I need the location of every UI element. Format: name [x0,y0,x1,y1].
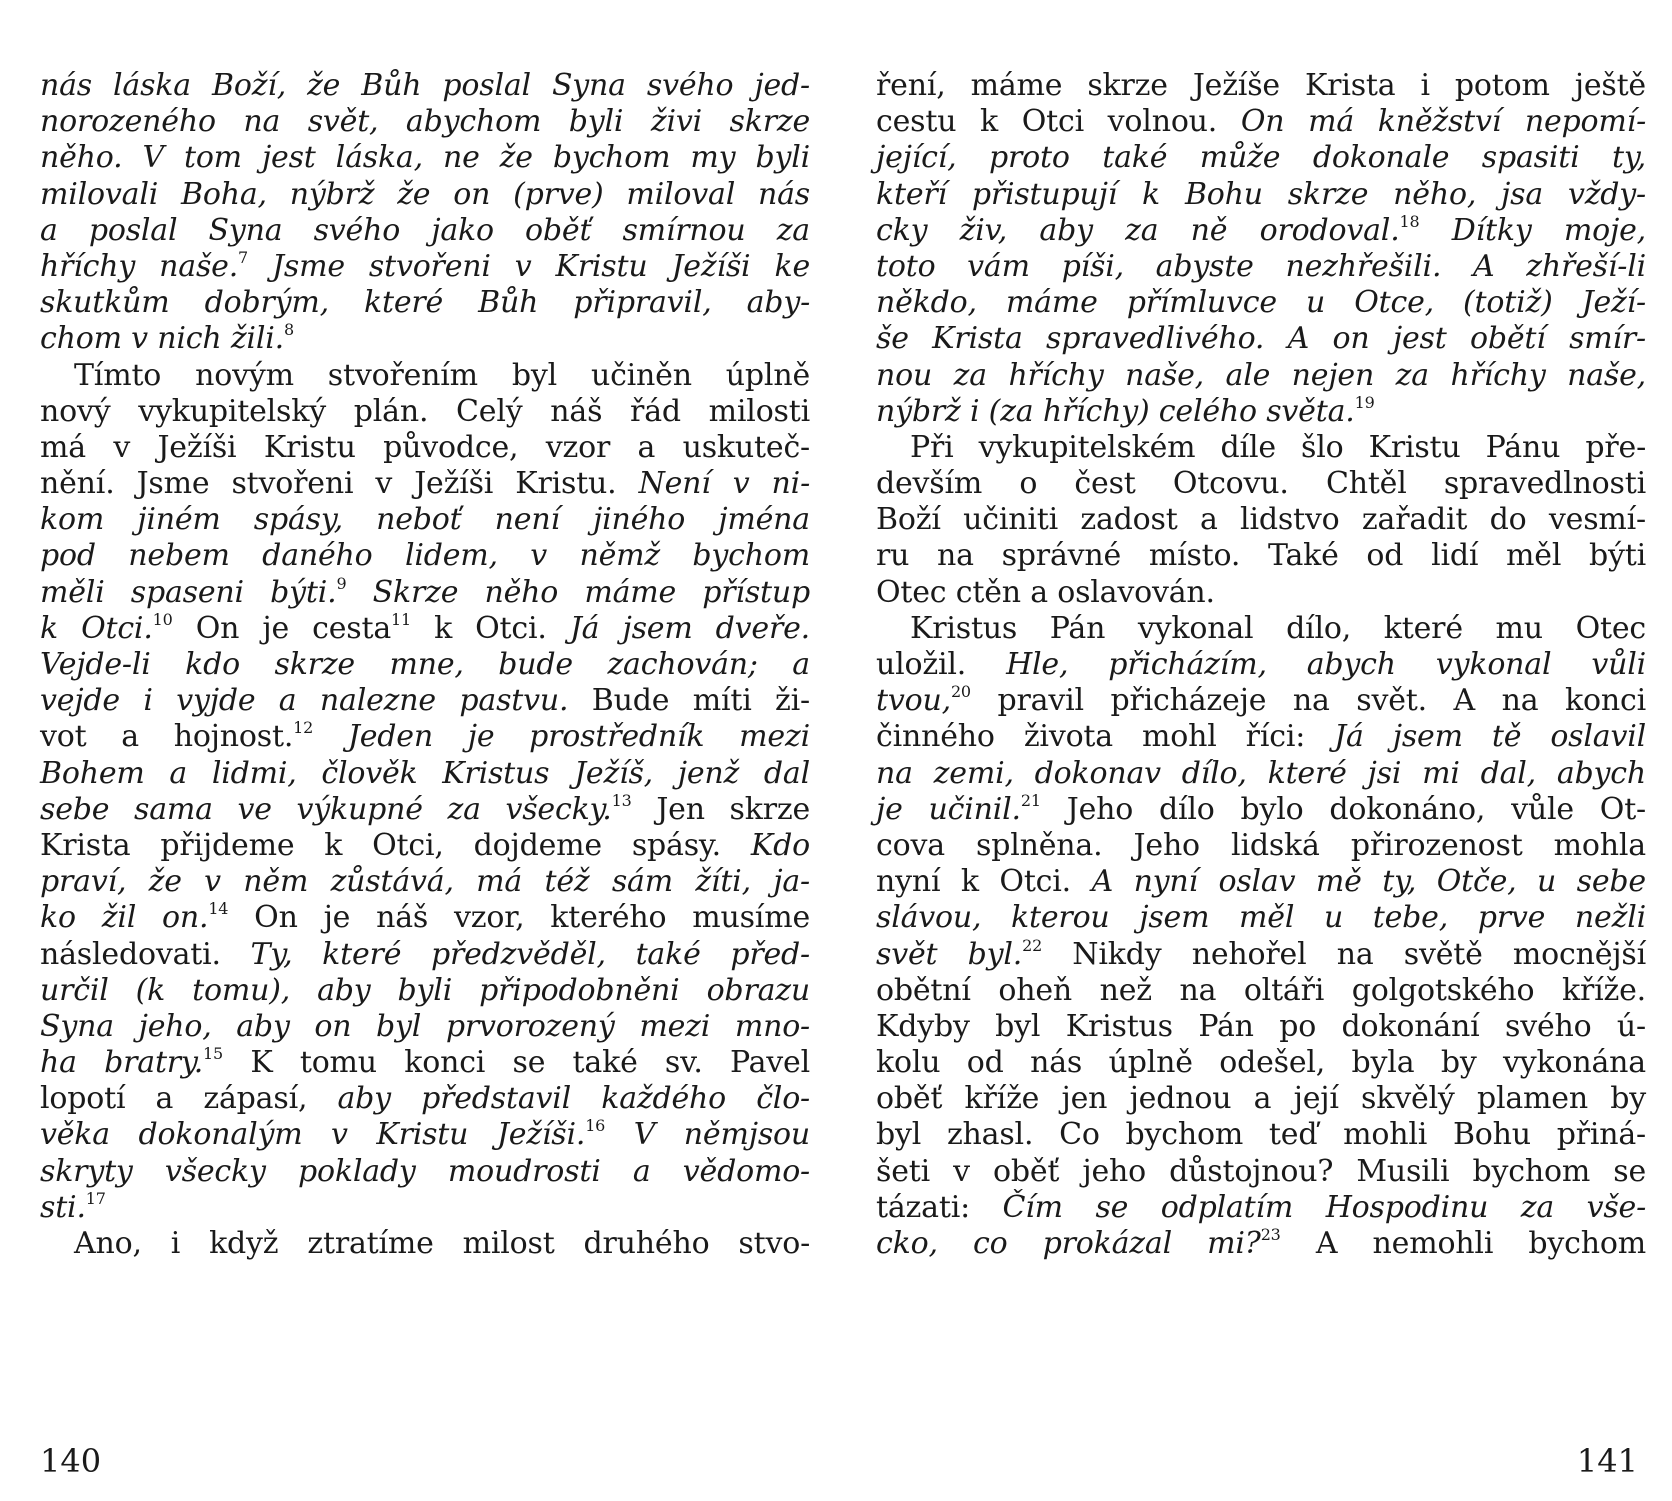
text-line [876,177,1646,213]
text-line [40,647,810,683]
text-line [40,249,810,285]
text-segment: Boží učiniti zadost a lidstvo zařadit do vesmí- [876,502,1646,538]
italic-text: sti. [40,1189,86,1225]
italic-text: slávou, kterou jsem měl u tebe, prve nežli [876,900,1646,936]
text-line [876,1190,1646,1226]
italic-text: cko, co prokázal mi? [876,1226,1261,1261]
text-line [876,864,1646,900]
text-line [876,430,1646,466]
text-line [40,575,810,611]
text-segment: vot a hojnost. [40,719,294,755]
footnote-marker: 21 [1020,790,1041,810]
text-line [876,358,1646,394]
text-line [876,1081,1646,1117]
right-page [876,68,1646,1262]
text-line [876,828,1646,864]
italic-text: ha bratry. [40,1045,204,1081]
italic-text: Já jsem tě oslavil [1334,719,1646,755]
text-segment: lopotí a zápasí, [40,1081,338,1117]
text-segment: Otec ctěn a oslavován. [876,574,1215,610]
italic-text: pod nebem daného lidem, v němž bychom [40,538,810,574]
italic-text: milovali Boha, nýbrž že on (prve) miloval nás [40,176,810,212]
text-line [40,140,810,176]
left-page-text [40,68,810,1262]
text-line [40,394,810,430]
text-line [40,1045,810,1081]
italic-text: Hle, přicházím, abych vykonal vůli [1006,647,1646,682]
text-line [876,1045,1646,1081]
left-page [40,68,810,1262]
text-line [876,321,1646,357]
italic-text: še Krista spravedlivého. A on jest obětí smír- [876,321,1646,357]
text-line [40,1009,810,1045]
text-segment: ření, máme skrze Ježíše Krista i potom ještě [876,68,1646,103]
text-line [40,864,810,900]
italic-text: skutkům dobrým, které Bůh připravil, aby- [40,285,810,321]
text-line [876,575,1646,611]
italic-text: On má kněžství nepomí- [1240,104,1646,140]
text-line [40,285,810,321]
text-segment: Krista přijdeme k Otci, dojdeme spásy. [40,827,751,863]
italic-text: k Otci. [40,610,153,646]
text-line [876,285,1646,321]
italic-text: něho. V tom jest láska, ne že bychom my byli [40,140,810,176]
footnote-marker: 16 [585,1116,606,1136]
text-segment: nový vykupitelský plán. Celý náš řád milosti [40,393,810,429]
text-segment: cestu k Otci volnou. [876,104,1241,140]
text-line [40,538,810,574]
italic-text: toto vám píši, abyste nezhřešili. A zhřeší-li [876,248,1646,284]
text-line [876,683,1646,719]
text-segment: On je cesta [172,610,392,646]
italic-text: Jeden je prostředník mezi [313,719,810,755]
text-line [40,900,810,936]
text-line [40,792,810,828]
text-segment: Tímto novým stvořením byl učiněn úplně [74,357,810,393]
text-line [876,394,1646,430]
italic-text: nýbrž i (za hříchy) celého světa. [876,393,1355,429]
text-segment: Kdyby byl Kristus Pán po dokonání svého ú- [876,1008,1646,1044]
italic-text: skryty všecky poklady moudrosti a vědomo- [40,1153,810,1189]
text-line [876,937,1646,973]
text-line [40,321,810,357]
text-line [40,719,810,755]
footnote-marker: 19 [1354,392,1375,412]
text-segment: činného života mohl říci: [876,719,1335,755]
text-line [40,502,810,538]
text-line [876,213,1646,249]
italic-text: jející, proto také může dokonale spasiti ty, [876,140,1646,176]
text-segment: Ano, i když ztratíme milost druhého stvo- [74,1226,810,1261]
text-segment: Jen skrze [631,791,810,827]
text-line [40,1190,810,1226]
text-segment: byl zhasl. Co bychom teď mohli Bohu přiná- [876,1117,1646,1153]
text-line [876,792,1646,828]
italic-text: Čím se odplatím Hospodinu za vše- [1002,1189,1647,1225]
text-line [40,1226,810,1262]
italic-text: Skrze něho máme přístup [346,574,810,610]
italic-text: Dítky moje, [1419,212,1646,248]
text-segment: cova splněna. Jeho lidská přirozenost mohla [876,827,1646,863]
italic-text: ko žil on. [40,900,209,936]
italic-text: vejde i vyjde a nalezne pastvu. [40,683,569,719]
text-line [40,683,810,719]
footnote-marker: 11 [391,609,411,629]
italic-text: kteří přistupují k Bohu skrze něho, jsa vždy- [876,176,1646,212]
text-line [876,1009,1646,1045]
text-line [876,647,1646,683]
italic-text: norozeného na svět, abychom byli živi skrze [40,104,810,140]
italic-text: a poslal Syna svého jako oběť smírnou za [40,212,810,248]
footnote-marker: 12 [293,718,314,738]
text-line [40,973,810,1009]
text-segment: nění. Jsme stvořeni v Ježíši Kristu. [40,466,639,502]
text-segment: uložil. [876,647,1007,682]
text-segment: On je náš vzor, kterého musíme [228,900,810,936]
text-segment: pravil přicházeje na svět. A na konci [970,683,1646,719]
italic-text: svět byl. [876,936,1023,972]
text-line [40,104,810,140]
italic-text: věka dokonalým v Kristu Ježíši. [40,1117,586,1153]
text-line [40,1081,810,1117]
italic-text: sebe sama ve výkupné za všecky. [40,791,612,827]
page-number-left: 140 [40,1442,102,1480]
text-line [40,68,810,104]
text-line [876,1154,1646,1190]
text-line [876,900,1646,936]
italic-text: aby představil každého člo- [337,1081,810,1117]
text-segment: šeti v oběť jeho důstojnou? Musili bychom se [876,1153,1646,1189]
footnote-marker: 7 [238,247,249,267]
italic-text: na zemi, dokonav dílo, které jsi mi dal, abych [876,755,1646,791]
italic-text: Ty, které předzvěděl, také před- [250,936,810,972]
italic-text: Syna jeho, aby on byl prvorozený mezi mno- [40,1008,810,1044]
text-line [40,756,810,792]
footnote-marker: 9 [336,573,347,593]
text-line [876,1226,1646,1262]
footnote-marker: 14 [208,899,229,919]
italic-text: V němjsou [605,1117,810,1153]
text-segment: Jeho dílo bylo dokonáno, vůle Ot- [1040,791,1646,827]
text-line [876,538,1646,574]
italic-text: Kdo [750,827,810,863]
text-segment: K tomu konci se také sv. Pavel [223,1045,810,1081]
footnote-marker: 15 [203,1044,224,1064]
italic-text: A nyní oslav mě ty, Otče, u sebe [1091,864,1646,900]
text-line [876,719,1646,755]
italic-text: chom v nich žili. [40,321,284,357]
text-segment: oběť kříže jen jednou a její skvělý plamen by [876,1081,1646,1117]
text-segment: následovati. [40,936,251,972]
text-line [40,177,810,213]
text-line [40,611,810,647]
footnote-marker: 23 [1260,1225,1281,1244]
italic-text: Není v ni- [638,466,811,502]
italic-text: Vejde-li kdo skrze mne, bude zachován; a [40,647,810,682]
text-line [876,104,1646,140]
text-line [40,430,810,466]
text-segment: Při vykupitelském díle šlo Kristu Pánu pře- [910,429,1646,465]
text-segment: má v Ježíši Kristu původce, vzor a uskuteč- [40,429,810,465]
text-segment: Kristus Pán vykonal dílo, které mu Otec [910,610,1646,646]
italic-text: je učinil. [876,791,1021,827]
text-line [876,140,1646,176]
text-line [40,358,810,394]
text-line [40,466,810,502]
italic-text: Bohem a lidmi, člověk Kristus Ježíš, jenž dal [40,755,810,791]
text-segment: tázati: [876,1189,1003,1225]
italic-text: určil (k tomu), aby byli připodobněni obrazu [40,972,810,1008]
footnote-marker: 13 [611,790,632,810]
text-segment: ru na správné místo. Také od lidí měl býti [876,538,1646,574]
italic-text: někdo, máme přímluvce u Otce, (totiž) Ježí- [876,285,1646,321]
text-line [876,611,1646,647]
text-line [40,1117,810,1153]
text-segment: kolu od nás úplně odešel, byla by vykonána [876,1045,1646,1081]
page-number-right: 141 [1576,1442,1638,1480]
italic-text: měli spaseni býti. [40,574,337,610]
text-line [876,502,1646,538]
italic-text: praví, že v něm zůstává, má též sám žíti, ja- [40,864,810,900]
footnote-marker: 20 [950,682,971,702]
footnote-marker: 10 [152,609,173,629]
text-line [876,756,1646,792]
italic-text: tvou, [876,683,951,719]
text-line [40,937,810,973]
text-segment: obětní oheň než na oltáři golgotského kříže. [876,972,1646,1008]
text-segment: devším o čest Otcovu. Chtěl spravedlnosti [876,466,1646,502]
italic-text: Jsme stvořeni v Kristu Ježíši ke [248,248,810,284]
text-segment: Nikdy nehořel na světě mocnější [1042,936,1646,972]
italic-text: Já jsem dveře. [569,610,811,646]
text-line [876,1117,1646,1153]
text-segment: Bude míti ži- [568,683,810,719]
text-segment: A nemohli bychom [1280,1226,1646,1261]
text-line [876,68,1646,104]
footnote-marker: 22 [1022,935,1043,955]
italic-text: cky živ, aby za ně orodoval. [876,212,1400,248]
text-line [876,249,1646,285]
text-segment: k Otci. [410,610,570,646]
italic-text: kom jiném spásy, neboť není jiného jména [40,502,810,538]
text-line [40,213,810,249]
text-line [40,828,810,864]
text-line [876,466,1646,502]
italic-text: nou za hříchy naše, ale nejen za hříchy naše, [876,357,1646,393]
footnote-marker: 17 [85,1188,106,1208]
text-segment: nyní k Otci. [876,864,1092,900]
italic-text: nás láska Boží, že Bůh poslal Syna svého jed- [40,68,810,103]
italic-text: hříchy naše. [40,248,239,284]
footnote-marker: 8 [283,320,294,340]
footnote-marker: 18 [1399,211,1420,231]
text-line [876,973,1646,1009]
right-page-text [876,68,1646,1262]
text-line [40,1154,810,1190]
